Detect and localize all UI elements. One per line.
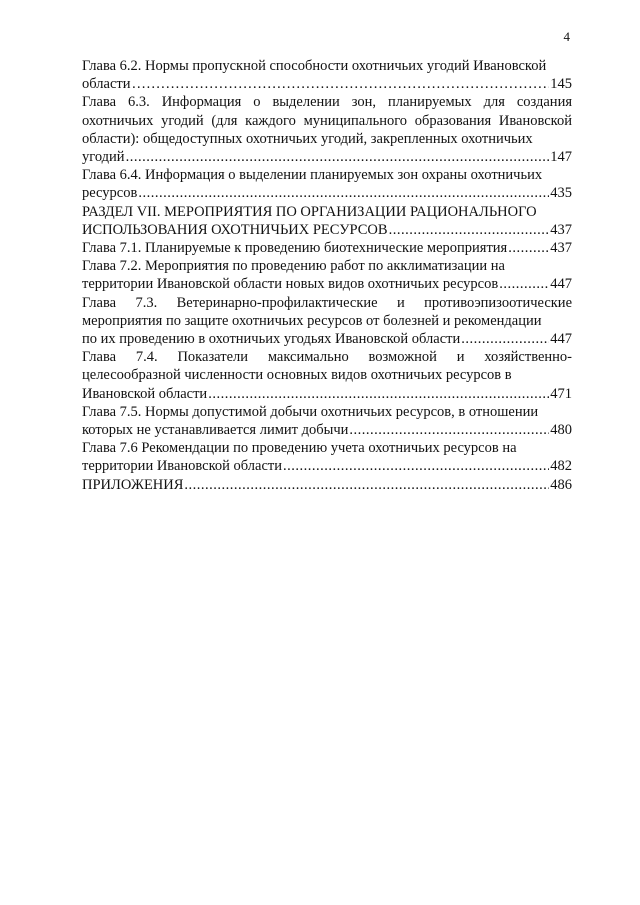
toc-entry-text: Глава 6.4. Информация о выделении планируемых зон охраны охотничьих — [82, 167, 543, 184]
toc-section-title: РАЗДЕЛ VII. МЕРОПРИЯТИЯ ПО ОРГАНИЗАЦИИ РАЦИОНАЛЬНОГО — [82, 203, 537, 220]
dot-leader — [208, 385, 549, 403]
dot-leader — [499, 275, 549, 293]
toc-entry-text: Глава 7.6 Рекомендации по проведению учета охотничьих ресурсов на — [82, 440, 517, 457]
dot-leader — [184, 476, 549, 494]
toc-entry-text-end: территории Ивановской области новых видов охотничьих ресурсов — [82, 276, 499, 293]
toc-section-title-end: ИСПОЛЬЗОВАНИЯ ОХОТНИЧЬИХ РЕСУРСОВ — [82, 221, 388, 238]
toc-entry-text: Глава 6.3. Информация о выделении зон, планируемых для создания охотничьих угодий (для каждого муниципального образования Ивановской области): общедоступных охотничьих угодий, закрепленных охотничьих — [82, 94, 572, 147]
toc-entry-text-end: которых не устанавливается лимит добычи — [82, 422, 349, 439]
toc-entry-text: Глава 7.1. Планируемые к проведению биотехнические мероприятия — [82, 240, 508, 257]
toc-page-number: 437 — [550, 221, 572, 238]
toc-section-7[interactable] — [82, 203, 572, 239]
toc-page-number: 145 — [550, 76, 572, 93]
page-number: 4 — [563, 29, 570, 44]
dot-leader — [283, 457, 549, 475]
toc-entry-7-6[interactable] — [82, 439, 572, 475]
toc-entry-text-end: по их проведению в охотничьих угодьях Ивановской области — [82, 331, 461, 348]
toc-entry-6-3[interactable] — [82, 93, 572, 166]
toc-entry-text: ПРИЛОЖЕНИЯ — [82, 476, 184, 493]
toc-entry-7-2[interactable] — [82, 257, 572, 293]
toc-entry-text-end: угодий — [82, 149, 125, 166]
dot-leader — [131, 75, 549, 93]
dot-leader — [389, 221, 550, 239]
toc-entry-text-end: области — [82, 76, 131, 93]
toc-entry-text: Глава 7.3. Ветеринарно-профилактические и противоэпизоотические мероприятия по защите охотничьих ресурсов от болезней и рекомендации — [82, 294, 572, 329]
dot-leader — [349, 421, 549, 439]
toc-entry-appendices[interactable] — [82, 476, 572, 494]
toc-page-number: 482 — [550, 458, 572, 475]
toc-entry-text-end: территории Ивановской области — [82, 458, 283, 475]
toc-entry-text: Глава 7.5. Нормы допустимой добычи охотничьих ресурсов, в отношении — [82, 403, 539, 420]
toc-entry-text-end: Ивановской области — [82, 385, 208, 402]
table-of-contents — [82, 57, 572, 494]
toc-page-number: 447 — [550, 331, 572, 348]
toc-entry-7-1[interactable] — [82, 239, 572, 257]
toc-page-number: 447 — [550, 276, 572, 293]
toc-entry-text: Глава 7.4. Показатели максимально возможной и хозяйственно-целесообразной численности основных видов охотничьих ресурсов в — [82, 349, 572, 384]
toc-page-number: 437 — [550, 240, 572, 257]
dot-leader — [461, 330, 549, 348]
toc-page-number: 435 — [550, 185, 572, 202]
dot-leader — [138, 184, 549, 202]
toc-entry-7-5[interactable] — [82, 403, 572, 439]
toc-entry-6-2[interactable] — [82, 57, 572, 93]
toc-entry-7-4[interactable] — [82, 348, 572, 403]
dot-leader — [508, 239, 549, 257]
toc-page-number: 486 — [550, 476, 572, 493]
toc-entry-text-end: ресурсов — [82, 185, 138, 202]
toc-page-number: 480 — [550, 422, 572, 439]
toc-page-number: 147 — [550, 149, 572, 166]
toc-entry-6-4[interactable] — [82, 166, 572, 202]
toc-entry-7-3[interactable] — [82, 294, 572, 349]
toc-entry-text: Глава 7.2. Мероприятия по проведению работ по акклиматизации на — [82, 258, 505, 275]
dot-leader — [126, 148, 550, 166]
toc-page-number: 471 — [550, 385, 572, 402]
toc-entry-text: Глава 6.2. Нормы пропускной способности охотничьих угодий Ивановской — [82, 58, 547, 74]
